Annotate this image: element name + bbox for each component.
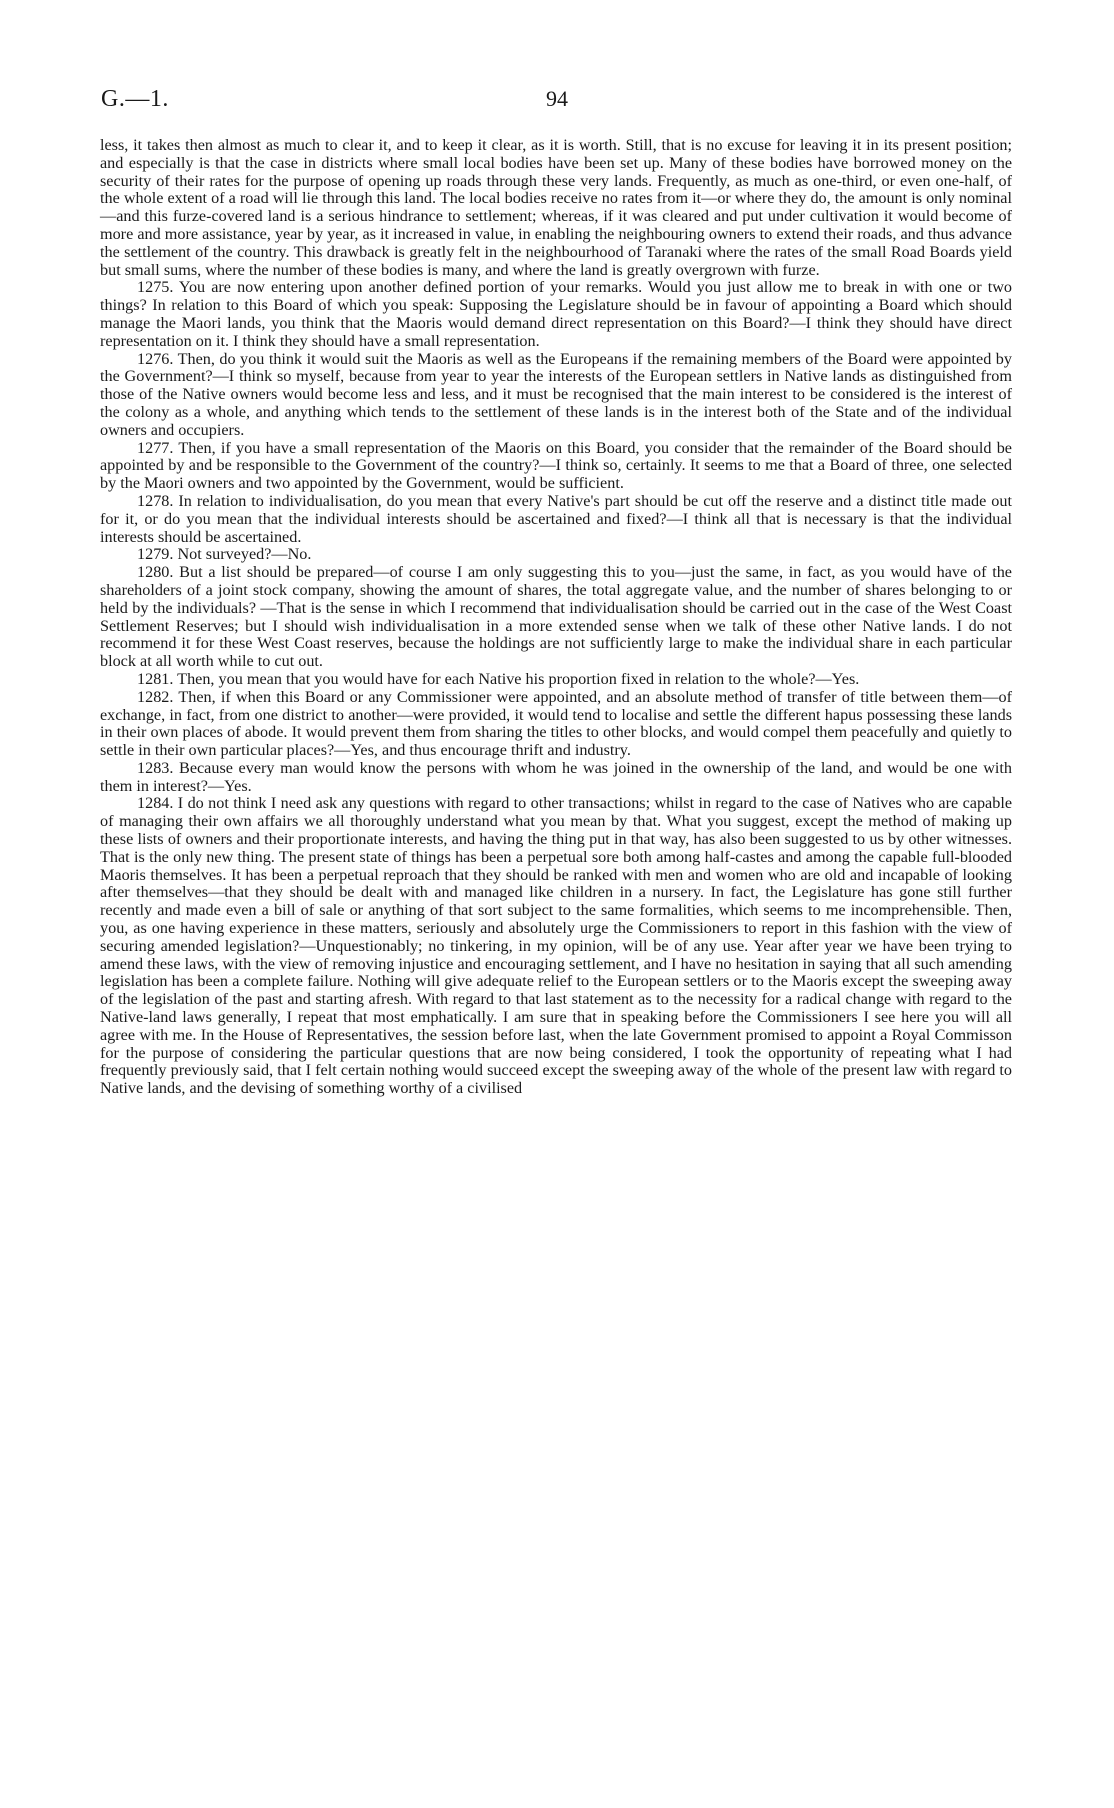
body-text bbox=[100, 137, 1012, 1098]
paragraph-1275: 1275. You are now entering upon another defined portion of your remarks. Would you just allow me to break in with one or two things? In relation to this Board of which you speak: Supposing the Legislature should be in favour of appointing a Board which should manage the Maori lands, you think that the Maoris would demand direct representation on this Board?—I think they should have direct representation on it. I think they should have a small representation. bbox=[100, 278, 1012, 350]
document-reference: G.—1. bbox=[101, 86, 169, 112]
paragraph-1276: 1276. Then, do you think it would suit the Maoris as well as the Europeans if the remaining members of the Board were appointed by the Government?—I think so myself, because from year to year the interests of the European settlers in Native lands as distinguished from those of the Native owners would become less and less, and it must be recognised that the main interest to be considered is the interest of the colony as a whole, and anything which tends to the settlement of these lands is in the interest both of the State and of the individual owners and occupiers. bbox=[100, 349, 1012, 439]
paragraph-1283: 1283. Because every man would know the persons with whom he was joined in the ownership of the land, and would be one with them in interest?—Yes. bbox=[100, 758, 1012, 795]
paragraph-1281: 1281. Then, you mean that you would have for each Native his proportion fixed in relation to the whole?—Yes. bbox=[137, 669, 860, 688]
paragraph-continuation: less, it takes then almost as much to clear it, and to keep it clear, as it is worth. Still, that is no excuse for leaving it in its present position; and especially is that the case in districts where small local bodies have been set up. Many of these bodies have borrowed money on the security of their rates for the purpose of opening up roads through these very lands. Frequently, as much as one-third, or even one-half, of the whole extent of a road will lie through this land. The local bodies receive no rates from it—or where they do, the amount is only nominal—and this furze-covered land is a serious hindrance to settlement; whereas, if it was cleared and put under cultivation it would become of more and more assistance, year by year, as it increased in value, in enabling the neighbouring owners to extend their roads, and thus advance the settlement of the country. This drawback is greatly felt in the neighbourhood of Taranaki where the rates of the small Road Boards yield but small sums, where the number of these bodies is many, and where the land is greatly overgrown with furze. bbox=[100, 136, 1012, 279]
paragraph-1282: 1282. Then, if when this Board or any Commissioner were appointed, and an absolute method of transfer of title between them—of exchange, in fact, from one district to another—were provided, it would tend to localise and settle the different hapus possessing these lands in their own places of abode. It would prevent them from sharing the titles to other blocks, and would compel them peacefully and quietly to settle in their own particular places?—Yes, and thus encourage thrift and industry. bbox=[100, 687, 1012, 760]
paragraph-1277: 1277. Then, if you have a small representation of the Maoris on this Board, you consider that the remainder of the Board should be appointed by and be responsible to the Government of the country?—I think so, certainly. It seems to me that a Board of three, one selected by the Maori owners and two appointed by the Government, would be sufficient. bbox=[100, 438, 1012, 493]
paragraph-1280: 1280. But a list should be prepared—of course I am only suggesting this to you—just the same, in fact, as you would have of the shareholders of a joint stock company, showing the amount of shares, the total aggregate value, and the number of shares belonging to or held by the individuals? —That is the sense in which I recommend that individualisation should be carried out in the case of the West Coast Settlement Reserves; but I should wish individualisation in a more extended sense when we talk of these other Native lands. I do not recommend it for these West Coast reserves, because the holdings are not sufficiently large to make the individual share in each particular block at all worth while to cut out. bbox=[100, 563, 1012, 671]
page-number: 94 bbox=[546, 86, 568, 111]
paragraph-1279: 1279. Not surveyed?—No. bbox=[137, 545, 312, 564]
page-header bbox=[101, 86, 1013, 116]
paragraph-1284: 1284. I do not think I need ask any questions with regard to other transactions; whilst in regard to the case of Natives who are capable of managing their own affairs we all thoroughly understand what you mean by that. What you suggest, except the method of making up these lists of owners and their proportionate interests, and having the thing put in that way, has also been suggested to us by other witnesses. That is the only new thing. The present state of things has been a perpetual sore both among half-castes and among the capable full-blooded Maoris themselves. It has been a perpetual reproach that they should be ranked with men and women who are old and incapable of looking after themselves—that they should be dealt with and managed like children in a nursery. In fact, the Legislature has gone still further recently and made even a bill of sale or anything of that sort subject to the same formalities, which seems to me incomprehensible. Then, you, as one having experience in these matters, seriously and absolutely urge the Commissioners to report in this fashion with the view of securing amended legislation?—Unquestionably; no tinkering, in my opinion, will be of any use. Year after year we have been trying to amend these laws, with the view of removing injustice and encouraging settlement, and I have no hesitation in saying that all such amending legislation has been a complete failure. Nothing will give adequate relief to the European settlers or to the Maoris except the sweeping away of the legislation of the past and starting afresh. With regard to that last statement as to the necessity for a radical change with regard to the Native-land laws generally, I repeat that most emphatically. I am sure that in speaking before the Commissioners I see here you will all agree with me. In the House of Representatives, the session before last, when the late Government promised to appoint a Royal Commisson for the purpose of considering the particular questions that are now being considered, I took the opportunity of repeating what I had frequently previously said, that I felt certain nothing would succeed except the sweeping away of the whole of the present law with regard to Native lands, and the devising of something worthy of a civilised bbox=[100, 794, 1012, 1098]
paragraph-1278: 1278. In relation to individualisation, do you mean that every Native's part should be cut off the reserve and a distinct title made out for it, or do you mean that the individual interests should be ascertained and fixed?—I think all that is necessary is that the individual interests should be ascertained. bbox=[100, 491, 1012, 546]
